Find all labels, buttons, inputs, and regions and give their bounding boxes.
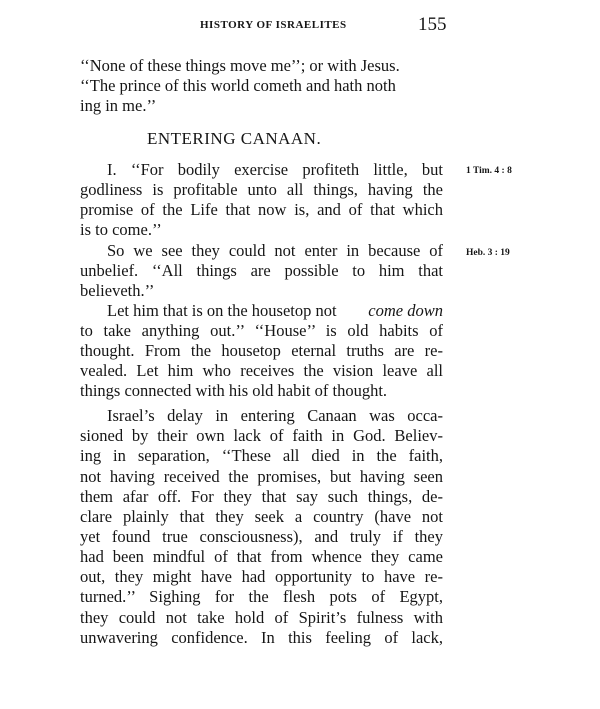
italic-text: come down — [368, 301, 443, 320]
text-line: clare plainly that they seek a country (have not — [80, 507, 443, 526]
text-line: believeth.’’ — [80, 281, 155, 300]
text-line: things connected with his old habit of thought. — [80, 381, 388, 400]
running-title: HISTORY OF ISRAELITES — [200, 19, 347, 31]
text-line: ‘‘The prince of this world cometh and hath noth — [80, 76, 396, 95]
text-line: ‘‘None of these things move me’’; or with Jesus. — [80, 56, 400, 75]
text-line: godliness is profitable unto all things, having the — [80, 180, 443, 199]
text-line: them afar off. For they that say such things, de- — [80, 487, 443, 506]
text-line: unbelief. ‘‘All things are possible to him that — [80, 261, 443, 280]
text-line: ing in separation, ‘‘These all died in the faith, — [80, 446, 443, 465]
text-line: unwavering confidence. In this feeling of lack, — [80, 628, 443, 647]
page-number: 155 — [418, 14, 447, 35]
text-line: they could not take hold of Spirit’s fulness with — [80, 608, 443, 627]
text-line: thought. From the housetop eternal truths are re- — [80, 341, 443, 360]
text-line: I. ‘‘For bodily exercise profiteth little, but — [107, 160, 443, 179]
text-line: not having received the promises, but having seen — [80, 467, 443, 486]
text-line: sioned by their own lack of faith in God. Believ- — [80, 426, 443, 445]
text-line: So we see they could not enter in because of — [107, 241, 443, 260]
text-line: vealed. Let him who receives the vision leave all — [80, 361, 443, 380]
text-line: Israel’s delay in entering Canaan was occa- — [107, 406, 443, 425]
section-heading: ENTERING CANAAN. — [147, 129, 322, 148]
text-line — [107, 301, 443, 321]
text-line: yet found true consciousness), and truly if they — [80, 527, 443, 546]
text-line: had been mindful of that from whence they came — [80, 547, 443, 566]
text-line: to take anything out.’’ ‘‘House’’ is old habits of — [80, 321, 443, 340]
margin-note: Heb. 3 : 19 — [466, 248, 510, 258]
text-line: ing in me.’’ — [80, 96, 157, 115]
margin-note: 1 Tim. 4 : 8 — [466, 166, 512, 176]
text-span: Let him that is on the housetop not — [107, 301, 337, 320]
text-line: turned.’’ Sighing for the flesh pots of Egypt, — [80, 587, 443, 606]
text-line: is to come.’’ — [80, 220, 162, 239]
text-line: promise of the Life that now is, and of that which — [80, 200, 443, 219]
text-line: out, they might have had opportunity to have re- — [80, 567, 443, 586]
